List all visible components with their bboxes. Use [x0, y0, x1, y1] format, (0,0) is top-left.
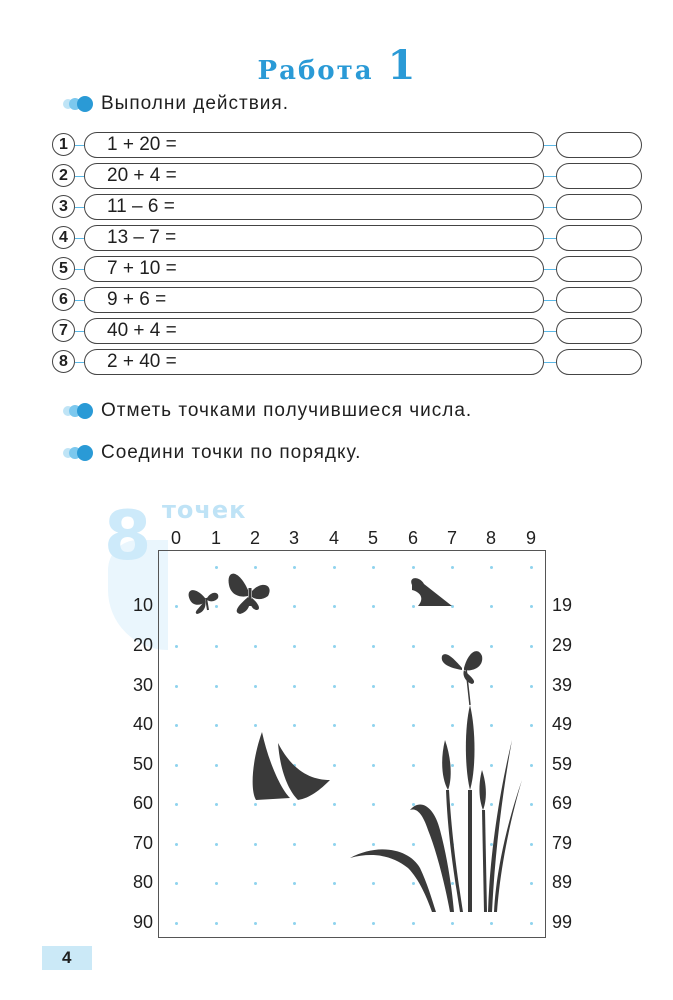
exercise-number: 1 [52, 133, 75, 156]
row-label-left: 10 [132, 595, 153, 615]
column-label: 6 [407, 528, 418, 548]
row-label-right: 19 [552, 595, 573, 615]
grid-heading-number: 8 [104, 497, 152, 576]
big-butterfly-icon [229, 574, 270, 614]
column-label: 7 [446, 528, 457, 548]
expression-field: 13 – 7 = [84, 225, 544, 251]
row-label-right: 89 [552, 872, 573, 892]
exercise-number: 2 [52, 164, 75, 187]
column-label: 5 [367, 528, 378, 548]
expression-field: 1 + 20 = [84, 132, 544, 158]
expression-field: 2 + 40 = [84, 349, 544, 375]
column-label: 9 [525, 528, 536, 548]
column-label: 2 [249, 528, 260, 548]
row-label-left: 50 [132, 754, 153, 774]
row-label-left: 70 [132, 833, 153, 853]
exercise-number: 4 [52, 226, 75, 249]
instruction-text: Отметь точками получившиеся числа. [101, 400, 473, 421]
row-label-right: 99 [552, 912, 573, 932]
column-label: 1 [210, 528, 221, 548]
column-label: 0 [170, 528, 181, 548]
expression-field: 11 – 6 = [84, 194, 544, 220]
reed-butterfly-icon [442, 651, 483, 705]
column-label: 8 [485, 528, 496, 548]
title-word: Работа [257, 56, 374, 86]
row-label-right: 29 [552, 635, 573, 655]
grid-heading-word: точек [162, 496, 247, 524]
small-butterfly-icon [189, 590, 219, 614]
title-number: 1 [387, 42, 416, 89]
expression-field: 9 + 6 = [84, 287, 544, 313]
expression-field: 20 + 4 = [84, 163, 544, 189]
leaves-icon [253, 732, 330, 800]
row-label-right: 49 [552, 714, 573, 734]
reeds-icon [350, 705, 522, 912]
row-label-right: 59 [552, 754, 573, 774]
bird-icon [411, 578, 452, 606]
exercise-number: 7 [52, 319, 75, 342]
row-label-right: 79 [552, 833, 573, 853]
page-number: 4 [42, 946, 92, 970]
row-label-right: 39 [552, 675, 573, 695]
instruction-text: Выполни действия. [101, 93, 289, 114]
expression-field: 7 + 10 = [84, 256, 544, 282]
expression-field: 40 + 4 = [84, 318, 544, 344]
row-label-right: 69 [552, 793, 573, 813]
column-label: 4 [328, 528, 339, 548]
row-label-left: 30 [132, 675, 153, 695]
row-label-left: 80 [132, 872, 153, 892]
exercise-number: 5 [52, 257, 75, 280]
instruction-text: Соедини точки по порядку. [101, 442, 362, 463]
row-label-left: 20 [132, 635, 153, 655]
row-label-left: 90 [132, 912, 153, 932]
row-label-left: 60 [132, 793, 153, 813]
column-label: 3 [288, 528, 299, 548]
row-label-left: 40 [132, 714, 153, 734]
exercise-number: 8 [52, 350, 75, 373]
exercise-number: 6 [52, 288, 75, 311]
exercise-number: 3 [52, 195, 75, 218]
